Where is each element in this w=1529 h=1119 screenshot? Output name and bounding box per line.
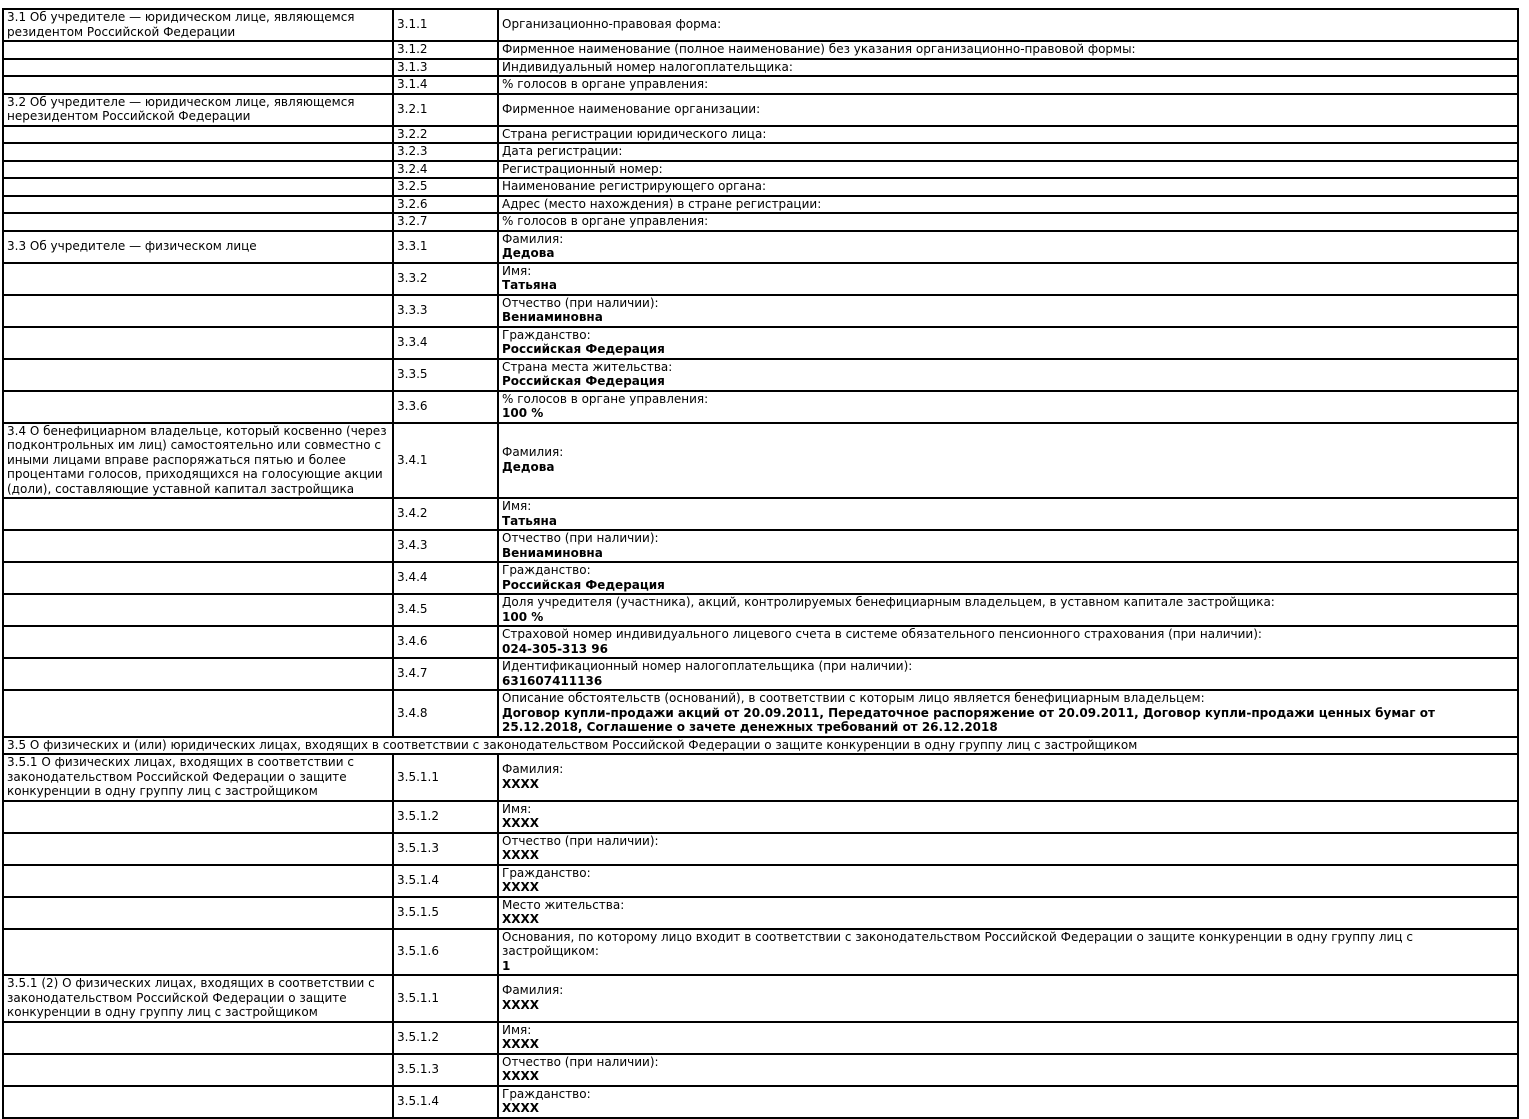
item-number-cell: 3.5.1.6: [393, 929, 498, 976]
field-value: XXXX: [502, 1069, 540, 1083]
field-label: Основания, по которому лицо входит в соответствии с законодательством Российской Федерации о защите конкуренции в одну группу лиц с застройщиком:: [502, 929, 1413, 958]
table-row: [3, 327, 1518, 359]
table-row: [3, 423, 1518, 499]
item-number-cell: 3.4.6: [393, 626, 498, 658]
item-number-cell: 3.5.1.2: [393, 1022, 498, 1054]
field-cell: [498, 801, 1518, 833]
section-cell: [3, 865, 393, 897]
table-row: [3, 801, 1518, 833]
field-value: Вениаминовна: [502, 310, 603, 324]
field-label: Доля учредителя (участника), акций, контролируемых бенефициарным владельцем, в уставном капитале застройщика:: [502, 595, 1275, 609]
table-row: [3, 178, 1518, 196]
field-label: Отчество (при наличии):: [502, 531, 659, 545]
section-cell: 3.4 О бенефициарном владельце, который косвенно (через подконтрольных им лиц) самостоятельно или совместно с иными лицами вправе распоряжаться пятью и более процентами голосов, приходящихся на голосующие акции (доли), составляющие уставной капитал застройщика: [3, 423, 393, 499]
field-cell: [498, 59, 1518, 77]
section-cell: 3.5.1 (2) О физических лицах, входящих в соответствии с законодательством Российской Федерации о защите конкуренции в одну группу лиц с застройщиком: [3, 975, 393, 1022]
item-number-cell: 3.4.2: [393, 498, 498, 530]
field-value: Татьяна: [502, 278, 557, 292]
table-row: [3, 359, 1518, 391]
section-cell: [3, 498, 393, 530]
field-label: Гражданство:: [502, 327, 591, 342]
item-number-cell: 3.3.1: [393, 231, 498, 263]
field-cell: [498, 161, 1518, 179]
field-label: Страна регистрации юридического лица:: [502, 126, 767, 141]
table-row: [3, 754, 1518, 801]
item-number-cell: 3.3.4: [393, 327, 498, 359]
field-cell: [498, 690, 1518, 737]
section-cell: [3, 76, 393, 94]
field-cell: [498, 196, 1518, 214]
table-row: [3, 391, 1518, 423]
item-number-cell: 3.1.4: [393, 76, 498, 94]
section-cell: [3, 1086, 393, 1118]
section-cell: [3, 327, 393, 359]
table-row: [3, 295, 1518, 327]
field-label: Гражданство:: [502, 563, 591, 577]
item-number-cell: 3.2.2: [393, 126, 498, 144]
field-cell: [498, 975, 1518, 1022]
field-label: Отчество (при наличии):: [502, 1054, 659, 1069]
field-cell: [498, 423, 1518, 499]
field-label: Фирменное наименование организации:: [502, 101, 761, 116]
field-label: Имя:: [502, 801, 532, 816]
table-row: [3, 594, 1518, 626]
table-row: [3, 41, 1518, 59]
section-cell: [3, 1022, 393, 1054]
table-section-row: [3, 737, 1518, 755]
item-number-cell: 3.5.1.1: [393, 975, 498, 1022]
item-number-cell: 3.4.8: [393, 690, 498, 737]
table-row: [3, 213, 1518, 231]
section-cell: 3.5.1 О физических лицах, входящих в соответствии с законодательством Российской Федерации о защите конкуренции в одну группу лиц с застройщиком: [3, 754, 393, 801]
field-label: Организационно-правовая форма:: [502, 17, 722, 32]
field-label: Место жительства:: [502, 897, 625, 912]
field-cell: [498, 359, 1518, 391]
field-cell: [498, 530, 1518, 562]
item-number-cell: 3.5.1.2: [393, 801, 498, 833]
table-row: [3, 161, 1518, 179]
field-cell: [498, 9, 1518, 41]
table-row: [3, 9, 1518, 41]
field-value: XXXX: [502, 997, 540, 1012]
item-number-cell: 3.3.3: [393, 295, 498, 327]
section-cell: [3, 801, 393, 833]
field-label: Гражданство:: [502, 865, 591, 880]
field-label: Имя:: [502, 1022, 532, 1037]
field-cell: [498, 498, 1518, 530]
field-label: Фамилия:: [502, 231, 564, 246]
field-value: XXXX: [502, 816, 540, 830]
field-value: XXXX: [502, 1037, 540, 1051]
section-cell: [3, 41, 393, 59]
section-cell: [3, 929, 393, 976]
field-label: Фирменное наименование (полное наименование) без указания организационно-правовой формы:: [502, 42, 1136, 56]
section-cell: 3.2 Об учредителе — юридическом лице, являющемся нерезидентом Российской Федерации: [3, 94, 393, 126]
field-cell: [498, 94, 1518, 126]
field-cell: [498, 1022, 1518, 1054]
field-label: Страховой номер индивидуального лицевого счета в системе обязательного пенсионного страхования (при наличии):: [502, 627, 1262, 641]
section-cell: [3, 690, 393, 737]
section-cell: [3, 530, 393, 562]
section-cell: [3, 59, 393, 77]
section-cell: [3, 178, 393, 196]
table-row: [3, 231, 1518, 263]
section-cell: [3, 594, 393, 626]
field-cell: [498, 213, 1518, 231]
item-number-cell: 3.5.1.3: [393, 833, 498, 865]
field-cell: [498, 263, 1518, 295]
field-value: 100 %: [502, 609, 544, 624]
item-number-cell: 3.2.1: [393, 94, 498, 126]
field-label: Страна места жительства:: [502, 359, 673, 374]
field-value: XXXX: [502, 848, 540, 862]
item-number-cell: 3.5.1.1: [393, 754, 498, 801]
table-row: [3, 975, 1518, 1022]
section-cell: [3, 161, 393, 179]
field-cell: [498, 126, 1518, 144]
field-label: Идентификационный номер налогоплательщика (при наличии):: [502, 659, 913, 673]
table-row: [3, 833, 1518, 865]
field-label: Фамилия:: [502, 445, 564, 460]
field-cell: [498, 231, 1518, 263]
item-number-cell: 3.3.6: [393, 391, 498, 423]
item-number-cell: 3.5.1.3: [393, 1054, 498, 1086]
section-cell: 3.3 Об учредителе — физическом лице: [3, 231, 393, 263]
table-row: [3, 865, 1518, 897]
field-cell: [498, 41, 1518, 59]
field-cell: [498, 562, 1518, 594]
table-row: [3, 929, 1518, 976]
field-cell: [498, 754, 1518, 801]
section-cell: [3, 626, 393, 658]
table-row: [3, 897, 1518, 929]
item-number-cell: 3.5.1.5: [393, 897, 498, 929]
section-cell: [3, 562, 393, 594]
section-cell: [3, 196, 393, 214]
field-value: Договор купли-продажи акций от 20.09.2011, Передаточное распоряжение от 20.09.2011, Договор купли-продажи ценных бумаг от 25.12.2018, Соглашение о зачете денежных требований от 26.12.2018: [502, 705, 1435, 734]
table-row: [3, 690, 1518, 737]
item-number-cell: 3.4.4: [393, 562, 498, 594]
field-value: Дедова: [502, 246, 555, 260]
section-cell: [3, 658, 393, 690]
item-number-cell: 3.2.5: [393, 178, 498, 196]
table-row: [3, 498, 1518, 530]
field-cell: [498, 833, 1518, 865]
section-cell: [3, 1054, 393, 1086]
item-number-cell: 3.2.3: [393, 143, 498, 161]
item-number-cell: 3.5.1.4: [393, 865, 498, 897]
section-cell: [3, 295, 393, 327]
field-cell: [498, 865, 1518, 897]
field-cell: [498, 1086, 1518, 1118]
field-value: Татьяна: [502, 513, 557, 528]
table-row: [3, 562, 1518, 594]
field-label: Отчество (при наличии):: [502, 833, 659, 848]
field-label: Гражданство:: [502, 1086, 591, 1101]
section-heading-cell: 3.5 О физических и (или) юридических лицах, входящих в соответствии с законодательством Российской Федерации о защите конкуренции в одну группу лиц с застройщиком: [3, 737, 1518, 755]
field-label: % голосов в органе управления:: [502, 77, 709, 91]
item-number-cell: 3.3.2: [393, 263, 498, 295]
field-label: Адрес (место нахождения) в стране регистрации:: [502, 196, 822, 211]
table-row: [3, 626, 1518, 658]
field-value: Дедова: [502, 459, 555, 474]
item-number-cell: 3.5.1.4: [393, 1086, 498, 1118]
field-cell: [498, 626, 1518, 658]
item-number-cell: 3.4.5: [393, 594, 498, 626]
field-label: Индивидуальный номер налогоплательщика:: [502, 59, 793, 74]
section-cell: [3, 833, 393, 865]
field-value: 631607411136: [502, 673, 603, 688]
section-cell: [3, 126, 393, 144]
item-number-cell: 3.2.7: [393, 213, 498, 231]
section-cell: [3, 897, 393, 929]
declaration-table: [2, 8, 1519, 1119]
field-cell: [498, 897, 1518, 929]
field-label: Имя:: [502, 263, 532, 278]
item-number-cell: 3.1.2: [393, 41, 498, 59]
field-cell: [498, 391, 1518, 423]
field-cell: [498, 76, 1518, 94]
table-row: [3, 1022, 1518, 1054]
field-value: Российская Федерация: [502, 342, 665, 356]
field-cell: [498, 1054, 1518, 1086]
field-cell: [498, 295, 1518, 327]
field-label: % голосов в органе управления:: [502, 214, 709, 228]
table-row: [3, 196, 1518, 214]
section-cell: 3.1 Об учредителе — юридическом лице, являющемся резидентом Российской Федерации: [3, 9, 393, 41]
field-value: Вениаминовна: [502, 545, 603, 560]
item-number-cell: 3.4.7: [393, 658, 498, 690]
field-label: Описание обстоятельств (оснований), в соответствии с которым лицо является бенефициарным владельцем:: [502, 691, 1205, 705]
field-value: XXXX: [502, 776, 540, 791]
field-cell: [498, 178, 1518, 196]
table-row: [3, 1054, 1518, 1086]
section-cell: [3, 213, 393, 231]
section-cell: [3, 359, 393, 391]
field-label: % голосов в органе управления:: [502, 391, 709, 406]
field-cell: [498, 594, 1518, 626]
table-row: [3, 94, 1518, 126]
field-label: Имя:: [502, 499, 532, 513]
field-cell: [498, 327, 1518, 359]
table-row: [3, 76, 1518, 94]
field-label: Наименование регистрирующего органа:: [502, 179, 766, 193]
item-number-cell: 3.2.4: [393, 161, 498, 179]
table-row: [3, 1086, 1518, 1118]
field-label: Регистрационный номер:: [502, 161, 663, 176]
table-row: [3, 126, 1518, 144]
table-row: [3, 530, 1518, 562]
field-value: 100 %: [502, 406, 544, 420]
field-cell: [498, 658, 1518, 690]
field-value: XXXX: [502, 1101, 540, 1115]
field-value: Российская Федерация: [502, 577, 665, 592]
field-value: Российская Федерация: [502, 374, 665, 388]
field-label: Фамилия:: [502, 762, 564, 777]
field-label: Отчество (при наличии):: [502, 295, 659, 310]
item-number-cell: 3.1.1: [393, 9, 498, 41]
table-body: [3, 9, 1518, 1118]
section-cell: [3, 391, 393, 423]
table-row: [3, 59, 1518, 77]
section-cell: [3, 143, 393, 161]
field-cell: [498, 929, 1518, 976]
field-value: XXXX: [502, 880, 540, 894]
item-number-cell: 3.3.5: [393, 359, 498, 391]
field-cell: [498, 143, 1518, 161]
item-number-cell: 3.4.3: [393, 530, 498, 562]
field-label: Фамилия:: [502, 983, 564, 998]
table-row: [3, 658, 1518, 690]
item-number-cell: 3.2.6: [393, 196, 498, 214]
field-value: XXXX: [502, 912, 540, 926]
field-value: 1: [502, 958, 511, 973]
field-value: 024-305-313 96: [502, 641, 608, 656]
field-label: Дата регистрации:: [502, 144, 623, 158]
table-row: [3, 143, 1518, 161]
item-number-cell: 3.1.3: [393, 59, 498, 77]
section-cell: [3, 263, 393, 295]
item-number-cell: 3.4.1: [393, 423, 498, 499]
table-row: [3, 263, 1518, 295]
